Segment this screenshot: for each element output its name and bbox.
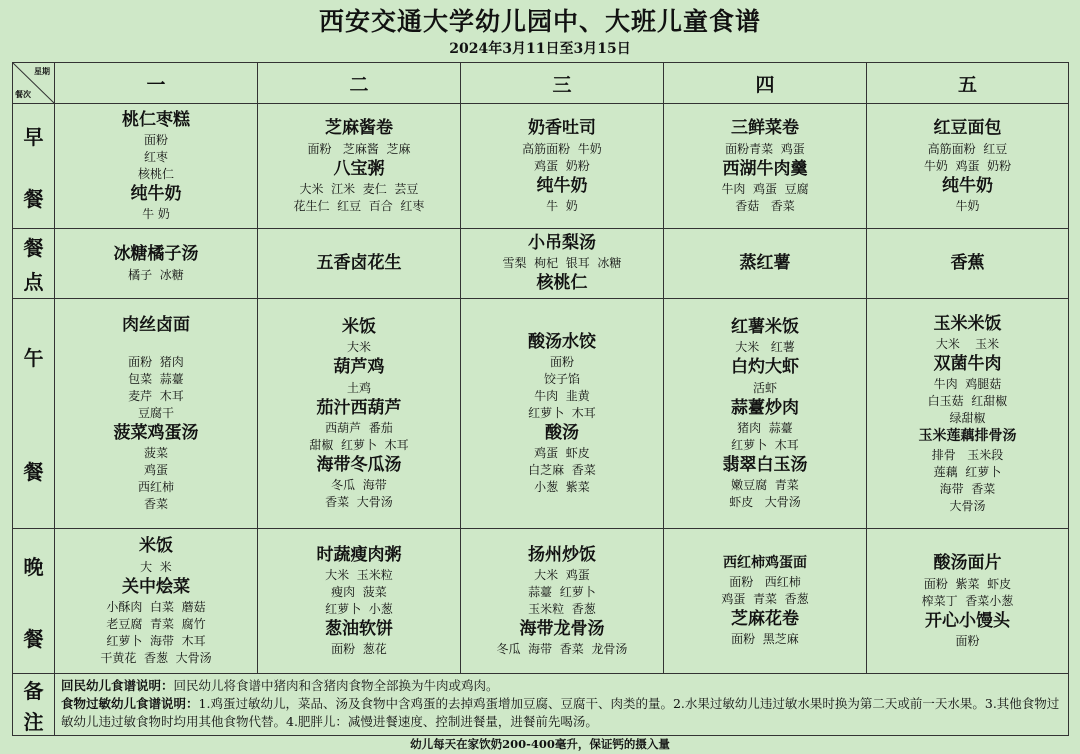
- ingredient-list: 甜椒 红萝卜 木耳: [309, 437, 409, 452]
- ingredient-list: 瘦肉 菠菜: [331, 585, 387, 599]
- menu-cell: [867, 229, 1069, 299]
- ingredient-list: 红枣: [143, 150, 168, 164]
- menu-cell: [461, 299, 664, 529]
- dish-name: 白灼大虾: [731, 357, 799, 378]
- dish-name: 红豆面包: [933, 118, 1002, 139]
- ingredient-list: 麦芹 木耳: [128, 389, 184, 403]
- ingredient-list: 雪梨 枸杞 银耳 冰糖: [502, 256, 622, 270]
- meal-label: 午: [23, 345, 44, 370]
- ingredient-list: 西葫芦 番茄: [325, 420, 393, 435]
- date-range: 2024年3月11日至3月15日: [449, 41, 631, 57]
- ingredient-list: 虾皮 大骨汤: [729, 495, 801, 509]
- menu-cell: [867, 104, 1069, 229]
- dish-name: 关中烩菜: [122, 576, 190, 597]
- ingredient-list: 白玉菇 红甜椒: [927, 394, 1008, 408]
- ingredient-list: 牛肉 鸡蛋 豆腐: [721, 181, 809, 196]
- dish-name: 米饭: [139, 536, 173, 557]
- dish-name: 核桃仁: [536, 273, 588, 293]
- dish-name: 小吊梨汤: [528, 232, 596, 253]
- menu-cell: [664, 299, 867, 529]
- menu-cell: [867, 529, 1069, 674]
- meal-row: [13, 104, 1069, 229]
- ingredient-list: 牛奶 鸡蛋 奶粉: [923, 158, 1012, 173]
- menu-cell: [55, 104, 258, 229]
- ingredient-list: 嫩豆腐 青菜: [731, 478, 799, 492]
- menu-cell: [461, 104, 664, 229]
- ingredient-list: 冬瓜 海带: [331, 478, 387, 492]
- notes-body: 回民幼儿将食谱中猪肉和含猪肉食物全部换为牛肉或鸡肉。: [173, 678, 499, 693]
- meal-row: [13, 299, 1069, 529]
- ingredient-list: 牛奶: [955, 198, 980, 213]
- notes-label: 注: [23, 709, 44, 734]
- ingredient-list: 大米 红薯: [735, 340, 795, 355]
- day-header: 一: [55, 63, 258, 104]
- ingredient-list: 面粉: [549, 355, 574, 369]
- ingredient-list: 土鸡: [346, 380, 371, 395]
- menu-cell: [664, 529, 867, 674]
- dish-name: 双菌牛肉: [933, 353, 1002, 374]
- ingredient-list: 豆腐干: [137, 406, 174, 420]
- dish-name: 蒸红薯: [739, 252, 791, 273]
- meal-label: 餐: [23, 235, 44, 260]
- meal-label: 晚: [23, 554, 44, 579]
- ingredient-list: 大米 玉米粒: [325, 568, 393, 582]
- dish-name: 菠菜鸡蛋汤: [113, 423, 199, 443]
- ingredient-list: 香菇 香菜: [735, 198, 795, 213]
- dish-name: 八宝粥: [333, 158, 385, 179]
- corner-cell: [13, 63, 55, 104]
- ingredient-list: 干黄花 香葱 大骨汤: [100, 650, 212, 665]
- dish-name: 酸汤: [545, 423, 579, 443]
- ingredient-list: 面粉 黑芝麻: [731, 631, 799, 646]
- day-header: 四: [664, 63, 867, 104]
- ingredient-list: 包菜 蒜薹: [128, 372, 184, 386]
- notes-label-cell: [13, 674, 55, 736]
- dish-name: 葱油软饼: [325, 619, 393, 639]
- ingredient-list: 大米 鸡蛋: [534, 568, 590, 582]
- menu-cell: [258, 529, 461, 674]
- ingredient-list: 面粉 芝麻酱 芝麻: [307, 141, 411, 156]
- ingredient-list: 面粉 猪肉: [128, 355, 184, 369]
- dish-name: 海带冬瓜汤: [316, 454, 402, 475]
- ingredient-list: 大米 玉米: [935, 336, 1000, 351]
- notes-body: 1.鸡蛋过敏幼儿，菜品、汤及食物中含鸡蛋的去掉鸡蛋增加豆腐、豆腐干、肉类的量。2.水果过敏幼儿违过敏水果时换为第二天或前一天水果。3.其他食物过敏幼儿违过敏食物时均用其他食物代替。4.肥胖儿：减慢进餐速度、控制进餐量，进餐前先喝汤。: [61, 696, 1060, 729]
- menu-cell: [55, 229, 258, 299]
- meal-label: 餐: [23, 626, 44, 651]
- dish-name: 开心小馒头: [925, 610, 1010, 631]
- ingredient-list: 高筋面粉 红豆: [927, 141, 1008, 156]
- ingredient-list: 面粉: [955, 633, 980, 648]
- ingredient-list: 鸡蛋: [143, 463, 168, 478]
- menu-cell: [258, 229, 461, 299]
- ingredient-list: 牛肉 鸡腿菇: [933, 377, 1002, 391]
- ingredient-list: 高筋面粉 牛奶: [522, 141, 602, 156]
- meal-label: 餐: [23, 460, 44, 485]
- ingredient-list: 鸡蛋 奶粉: [534, 158, 590, 173]
- meal-label-cell: [13, 229, 55, 299]
- meal-row: [13, 529, 1069, 674]
- ingredient-list: 莲藕 红萝卜: [933, 464, 1002, 479]
- meal-label-cell: [13, 104, 55, 229]
- corner-week-label: 星期: [34, 66, 50, 76]
- ingredient-list: 海带 香菜: [939, 481, 996, 496]
- ingredient-list: 大 米: [140, 559, 172, 574]
- dish-name: 玉米莲藕排骨汤: [918, 428, 1017, 444]
- meal-label-cell: [13, 299, 55, 529]
- notes-title: 食物过敏幼儿食谱说明：: [61, 696, 199, 711]
- meal-label: 早: [23, 124, 44, 149]
- ingredient-list: 面粉 西红柿: [729, 574, 801, 589]
- ingredient-list: 红萝卜 木耳: [731, 437, 799, 452]
- dish-name: 三鲜菜卷: [731, 118, 799, 139]
- dish-name: 酸汤面片: [933, 553, 1002, 574]
- page-title: 西安交通大学幼儿园中、大班儿童食谱: [318, 7, 761, 36]
- menu-cell: [461, 229, 664, 299]
- ingredient-list: 面粉: [143, 133, 168, 147]
- dish-name: 西湖牛肉羹: [722, 158, 808, 179]
- dish-name: 芝麻酱卷: [325, 118, 393, 139]
- dish-name: 奶香吐司: [528, 118, 596, 139]
- dish-name: 香蕉: [950, 252, 985, 273]
- ingredient-list: 小葱 紫菜: [534, 480, 590, 495]
- dish-name: 西红柿鸡蛋面: [723, 555, 807, 572]
- ingredient-list: 西红柿: [137, 480, 174, 495]
- ingredient-list: 玉米粒 香葱: [528, 602, 596, 616]
- ingredient-list: 老豆腐 青菜 腐竹: [106, 616, 206, 631]
- dish-name: 米饭: [342, 317, 376, 337]
- menu-table: [12, 62, 1069, 736]
- ingredient-list: 牛 奶: [142, 207, 170, 222]
- ingredient-list: 排骨 玉米段: [931, 447, 1004, 462]
- menu-cell: [55, 299, 258, 529]
- menu-cell: [258, 299, 461, 529]
- menu-cell: [55, 529, 258, 674]
- ingredient-list: 蒜薹 红萝卜: [528, 585, 596, 599]
- notes-label: 备: [23, 678, 44, 703]
- dish-name: 玉米米饭: [933, 313, 1002, 334]
- ingredient-list: 饺子馅: [543, 372, 580, 386]
- ingredient-list: 面粉青菜 鸡蛋: [725, 141, 805, 156]
- ingredient-list: 绿甜椒: [949, 411, 986, 425]
- ingredient-list: 大米 江米 麦仁 芸豆: [299, 181, 419, 196]
- ingredient-list: 鸡蛋 虾皮: [534, 446, 590, 461]
- dish-name: 扬州炒饭: [528, 544, 596, 565]
- ingredient-list: 牛 奶: [546, 198, 578, 213]
- day-header: 五: [867, 63, 1069, 104]
- dish-name: 肉丝卤面: [122, 314, 190, 335]
- ingredient-list: 面粉 葱花: [331, 642, 387, 657]
- dish-name: 纯牛奶: [130, 184, 182, 204]
- dish-name: 纯牛奶: [536, 175, 588, 196]
- ingredient-list: 冬瓜 海带 香菜 龙骨汤: [496, 642, 628, 657]
- ingredient-list: 鸡蛋 青菜 香葱: [721, 591, 809, 606]
- dish-name: 纯牛奶: [942, 175, 993, 196]
- dish-name: 茄汁西葫芦: [316, 397, 402, 418]
- dish-name: 芝麻花卷: [731, 608, 799, 629]
- notes-row: [13, 674, 1069, 736]
- ingredient-list: 大米: [346, 340, 371, 355]
- ingredient-list: 红萝卜 小葱: [325, 602, 393, 616]
- dish-name: 翡翠白玉汤: [722, 454, 808, 475]
- ingredient-list: [154, 338, 158, 353]
- ingredient-list: 小酥肉 白菜 蘑菇: [106, 599, 206, 614]
- dish-name: 五香卤花生: [316, 252, 402, 273]
- header-row: [13, 63, 1069, 104]
- corner-meal-label: 餐次: [15, 89, 31, 99]
- dish-name: 酸汤水饺: [528, 331, 596, 352]
- menu-cell: [664, 104, 867, 229]
- dish-name: 时蔬瘦肉粥: [316, 544, 402, 565]
- menu-cell: [258, 104, 461, 229]
- ingredient-list: 橘子 冰糖: [128, 267, 184, 282]
- menu-cell: [867, 299, 1069, 529]
- ingredient-list: 猪肉 蒜薹: [737, 420, 793, 435]
- meal-label: 点: [23, 270, 44, 295]
- ingredient-list: 大骨汤: [949, 498, 986, 513]
- dish-name: 红薯米饭: [731, 317, 799, 337]
- footer-note: 幼儿每天在家饮奶200-400毫升，保证钙的摄入量: [410, 737, 670, 751]
- ingredient-list: 红萝卜 海带 木耳: [106, 633, 206, 648]
- meal-label-cell: [13, 529, 55, 674]
- dish-name: 海带龙骨汤: [519, 619, 605, 639]
- day-header: 三: [461, 63, 664, 104]
- ingredient-list: 面粉 紫菜 虾皮: [923, 576, 1012, 591]
- notes-text: [55, 674, 1069, 736]
- menu-cell: [461, 529, 664, 674]
- ingredient-list: 菠菜: [143, 446, 168, 461]
- meal-row: [13, 229, 1069, 299]
- day-header: 二: [258, 63, 461, 104]
- dish-name: 葫芦鸡: [333, 357, 385, 378]
- ingredient-list: 活虾: [752, 380, 777, 395]
- ingredient-list: 白芝麻 香菜: [528, 463, 596, 478]
- dish-name: 桃仁枣糕: [122, 109, 190, 130]
- meal-label: 餐: [23, 186, 44, 211]
- ingredient-list: 核桃仁: [137, 167, 174, 181]
- ingredient-list: 榨菜丁 香菜小葱: [921, 593, 1014, 608]
- ingredient-list: 香菜: [143, 497, 168, 512]
- notes-title: 回民幼儿食谱说明：: [61, 678, 174, 693]
- dish-name: 蒜薹炒肉: [731, 397, 799, 418]
- ingredient-list: 花生仁 红豆 百合 红枣: [293, 198, 425, 213]
- menu-cell: [664, 229, 867, 299]
- dish-name: 冰糖橘子汤: [113, 244, 199, 265]
- ingredient-list: 香菜 大骨汤: [325, 495, 393, 509]
- ingredient-list: 红萝卜 木耳: [528, 406, 596, 420]
- ingredient-list: 牛肉 韭黄: [534, 389, 590, 403]
